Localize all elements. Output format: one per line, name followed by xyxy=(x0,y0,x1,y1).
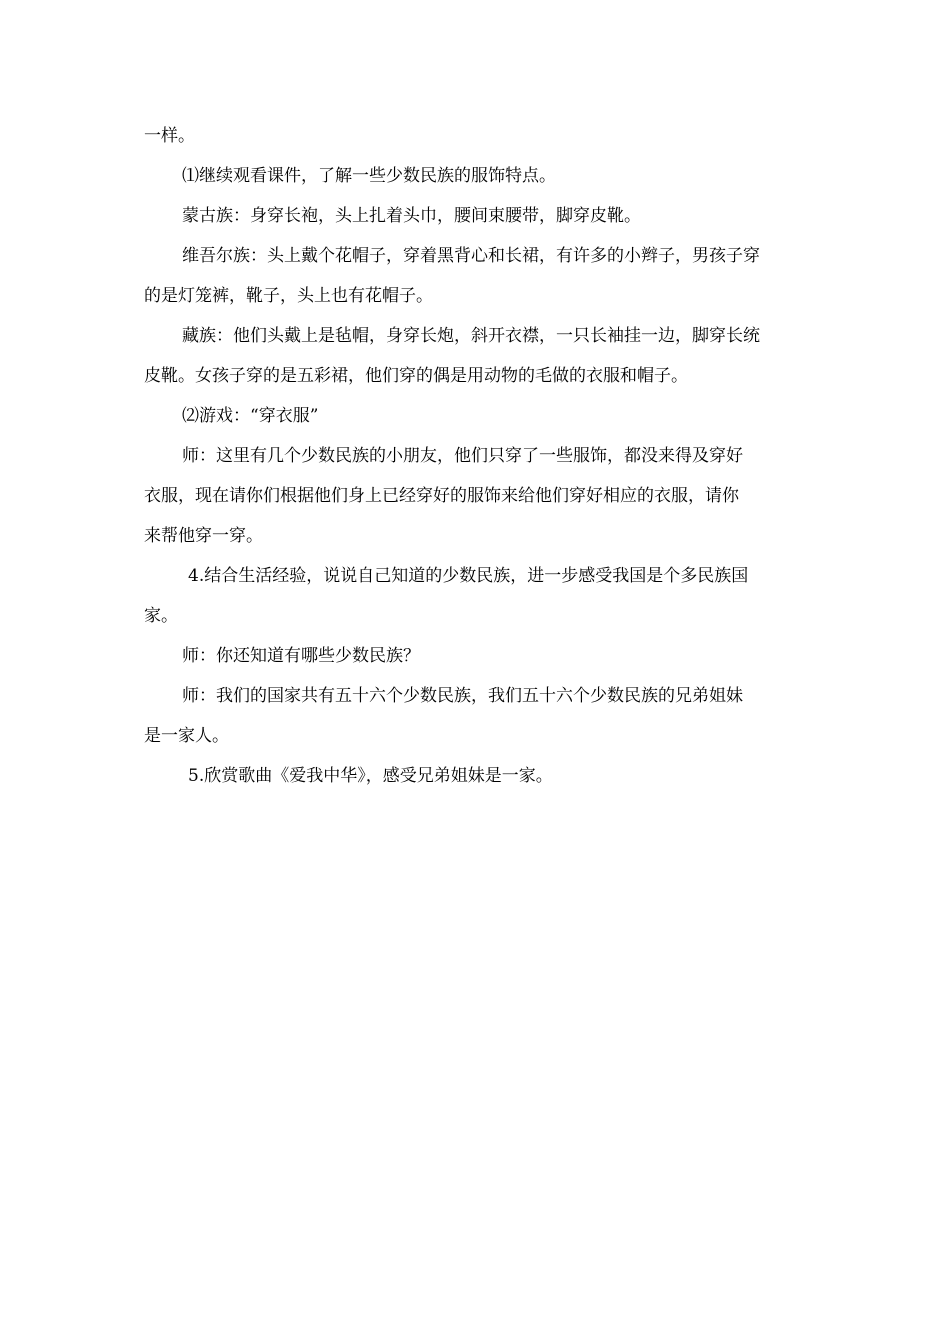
text-line: 维吾尔族：头上戴个花帽子，穿着黑背心和长裙，有许多的小辫子，男孩子穿 xyxy=(182,246,760,266)
text-line: 是一家人。 xyxy=(144,726,229,746)
text-line: ⑴继续观看课件，了解一些少数民族的服饰特点。 xyxy=(182,166,556,186)
text-line: 师：我们的国家共有五十六个少数民族，我们五十六个少数民族的兄弟姐妹 xyxy=(182,686,743,706)
text-line: 一样。 xyxy=(144,126,195,146)
text-line: 4.结合生活经验，说说自己知道的少数民族，进一步感受我国是个多民族国 xyxy=(188,566,749,586)
text-line: 师：这里有几个少数民族的小朋友，他们只穿了一些服饰，都没来得及穿好 xyxy=(182,446,743,466)
text-line: 蒙古族：身穿长袍，头上扎着头巾，腰间束腰带，脚穿皮靴。 xyxy=(182,206,641,226)
text-line: 师：你还知道有哪些少数民族？ xyxy=(182,646,420,666)
text-line: 皮靴。女孩子穿的是五彩裙，他们穿的偶是用动物的毛做的衣服和帽子。 xyxy=(144,366,688,386)
document-body xyxy=(144,121,784,792)
text-line: 5.欣赏歌曲《爱我中华》，感受兄弟姐妹是一家。 xyxy=(188,766,553,786)
text-line: 家。 xyxy=(144,606,178,626)
text-line: ⑵游戏：“穿衣服” xyxy=(182,406,319,426)
text-line: 藏族：他们头戴上是毡帽，身穿长炮，斜开衣襟，一只长袖挂一边，脚穿长统 xyxy=(182,326,760,346)
text-line: 衣服，现在请你们根据他们身上已经穿好的服饰来给他们穿好相应的衣服，请你 xyxy=(144,486,739,506)
text-line: 来帮他穿一穿。 xyxy=(144,526,263,546)
text-line: 的是灯笼裤，靴子，头上也有花帽子。 xyxy=(144,286,433,306)
